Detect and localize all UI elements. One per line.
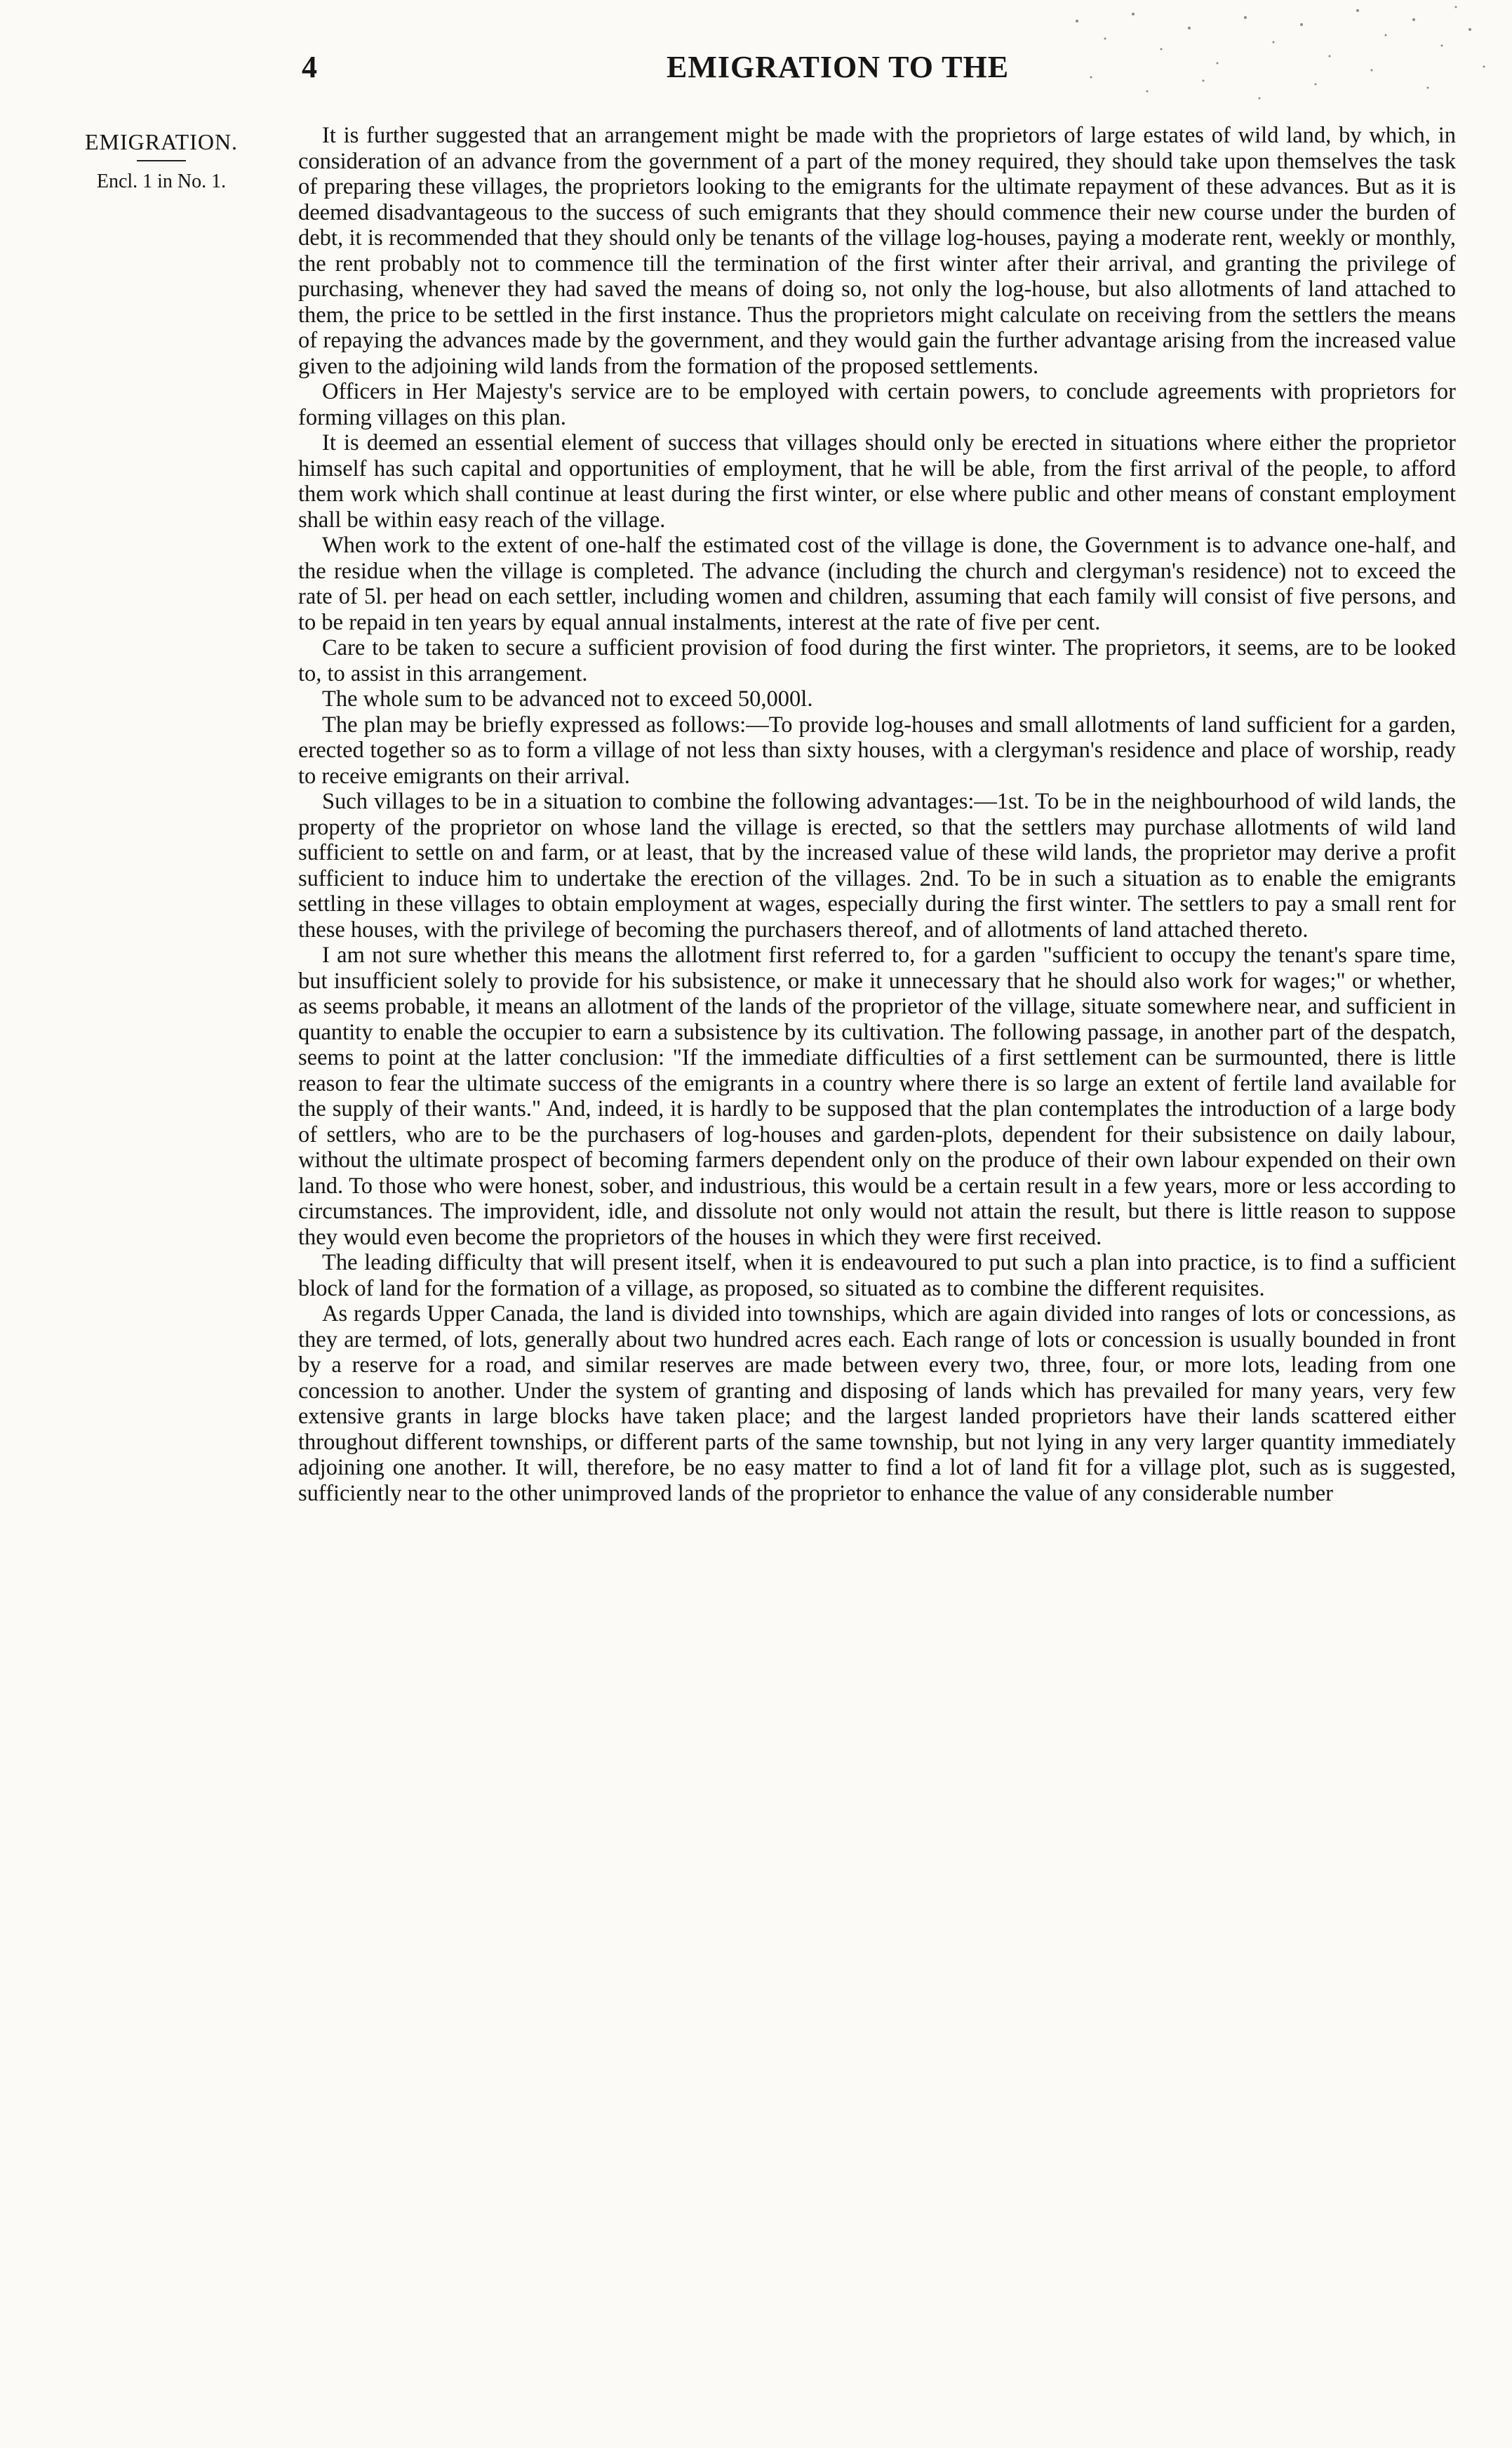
margin-note (42, 128, 281, 194)
paragraph: It is further suggested that an arrangement might be made with the proprietors of large estates of wild land, by which, in consideration of an advance from the government of a part of the money required, they should take upon themselves the task of preparing these villages, the proprietors looking to the emigrants for the ultimate repayment of these advances. But as it is deemed disadvantageous to the success of such emigrants that they should commence their new course under the burden of debt, it is recommended that they should only be tenants of the village log-houses, paying a moderate rent, weekly or monthly, the rent probably not to commence till the termination of the first winter after their arrival, and granting the privilege of purchasing, whenever they had saved the means of doing so, not only the log-house, but also allotments of land attached to them, the price to be settled in the first instance. Thus the proprietors might calculate on receiving from the settlers the means of repaying the advances made by the government, and they would gain the further advantage arising from the increased value given to the adjoining wild lands from the formation of the proposed settlements. (298, 123, 1456, 379)
paragraph: Such villages to be in a situation to combine the following advantages:—1st. To be in the neighbourhood of wild lands, the property of the proprietor on whose land the village is erected, so that the settlers may purchase allotments of wild land sufficient to settle on and farm, or at least, that by the increased value of these wild lands, the proprietor may derive a profit sufficient to induce him to undertake the erection of the villages. 2nd. To be in such a situation as to enable the emigrants settling in these villages to obtain employment at wages, especially during the first winter. The settlers to pay a small rent for these houses, with the privilege of becoming the purchasers thereof, and of allotments of land attached thereto. (298, 789, 1456, 943)
paragraph: As regards Upper Canada, the land is divided into townships, which are again divided into ranges of lots or concessions, as they are termed, of lots, generally about two hundred acres each. Each range of lots or concession is usually bounded in front by a reserve for a road, and similar reserves are made between every two, three, four, or more lots, leading from one concession to another. Under the system of granting and disposing of lands which has prevailed for many years, very few extensive grants in large blocks have taken place; and the largest landed proprietors have their lands scattered either throughout different townships, or different parts of the same township, but not lying in any very larger quantity immediately adjoining one another. It will, therefore, be no easy matter to find a lot of land fit for a village plot, such as is suggested, sufficiently near to the other unimproved lands of the proprietor to enhance the value of any considerable number (298, 1301, 1456, 1506)
paragraph: Care to be taken to secure a sufficient provision of food during the first winter. The proprietors, it seems, are to be looked to, to assist in this arrangement. (298, 635, 1456, 686)
paragraph: The plan may be briefly expressed as follows:—To provide log-houses and small allotments of land sufficient for a garden, erected together so as to form a village of not less than sixty houses, with a clergyman's residence and place of worship, ready to receive emigrants on their arrival. (298, 712, 1456, 789)
paragraph: Officers in Her Majesty's service are to be employed with certain powers, to conclude agreements with proprietors for forming villages on this plan. (298, 379, 1456, 430)
paragraph: The leading difficulty that will present itself, when it is endeavoured to put such a plan into practice, is to find a sufficient block of land for the formation of a village, as proposed, so situated as to combine the different requisites. (298, 1250, 1456, 1301)
page-number: 4 (302, 50, 317, 84)
running-head: EMIGRATION TO THE (667, 50, 1010, 84)
body-text (298, 123, 1456, 1506)
page-header (0, 49, 1512, 98)
paragraph: When work to the extent of one-half the estimated cost of the village is done, the Government is to advance one-half, and the residue when the village is completed. The advance (including the church and clergyman's residence) not to exceed the rate of 5l. per head on each settler, including women and children, assuming that each family will consist of five persons, and to be repaid in ten years by equal annual instalments, interest at the rate of five per cent. (298, 533, 1456, 635)
margin-rule (137, 160, 186, 161)
paragraph: The whole sum to be advanced not to exceed 50,000l. (322, 686, 813, 712)
margin-reference: Encl. 1 in No. 1. (96, 171, 227, 192)
paragraph: I am not sure whether this means the allotment first referred to, for a garden "sufficient to occupy the tenant's spare time, but insufficient solely to provide for his subsistence, or make it unnecessary that he should also work for wages;" or whether, as seems probable, it means an allotment of the lands of the proprietor of the village, situate somewhere near, and sufficient in quantity to enable the occupier to earn a subsistence by its cultivation. The following passage, in another part of the despatch, seems to point at the latter conclusion: "If the immediate difficulties of a first settlement can be surmounted, there is little reason to fear the ultimate success of the emigrants in a country where there is so large an extent of fertile land available for the supply of their wants." And, indeed, it is hardly to be supposed that the plan contemplates the introduction of a large body of settlers, who are to be the purchasers of log-houses and garden-plots, dependent for their subsistence on daily labour, without the ultimate prospect of becoming farmers dependent only on the produce of their own labour expended on their own land. To those who were honest, sober, and industrious, this would be a certain result in a few years, more or less according to circumstances. The improvident, idle, and dissolute not only would not attain the result, but there is little reason to suppose they would even become the proprietors of the houses in which they were first received. (298, 943, 1456, 1250)
paragraph: It is deemed an essential element of success that villages should only be erected in situations where either the proprietor himself has such capital and opportunities of employment, that he will be able, from the first arrival of the people, to afford them work which shall continue at least during the first winter, or else where public and other means of constant employment shall be within easy reach of the village. (298, 430, 1456, 533)
margin-section-title: EMIGRATION. (84, 129, 239, 154)
